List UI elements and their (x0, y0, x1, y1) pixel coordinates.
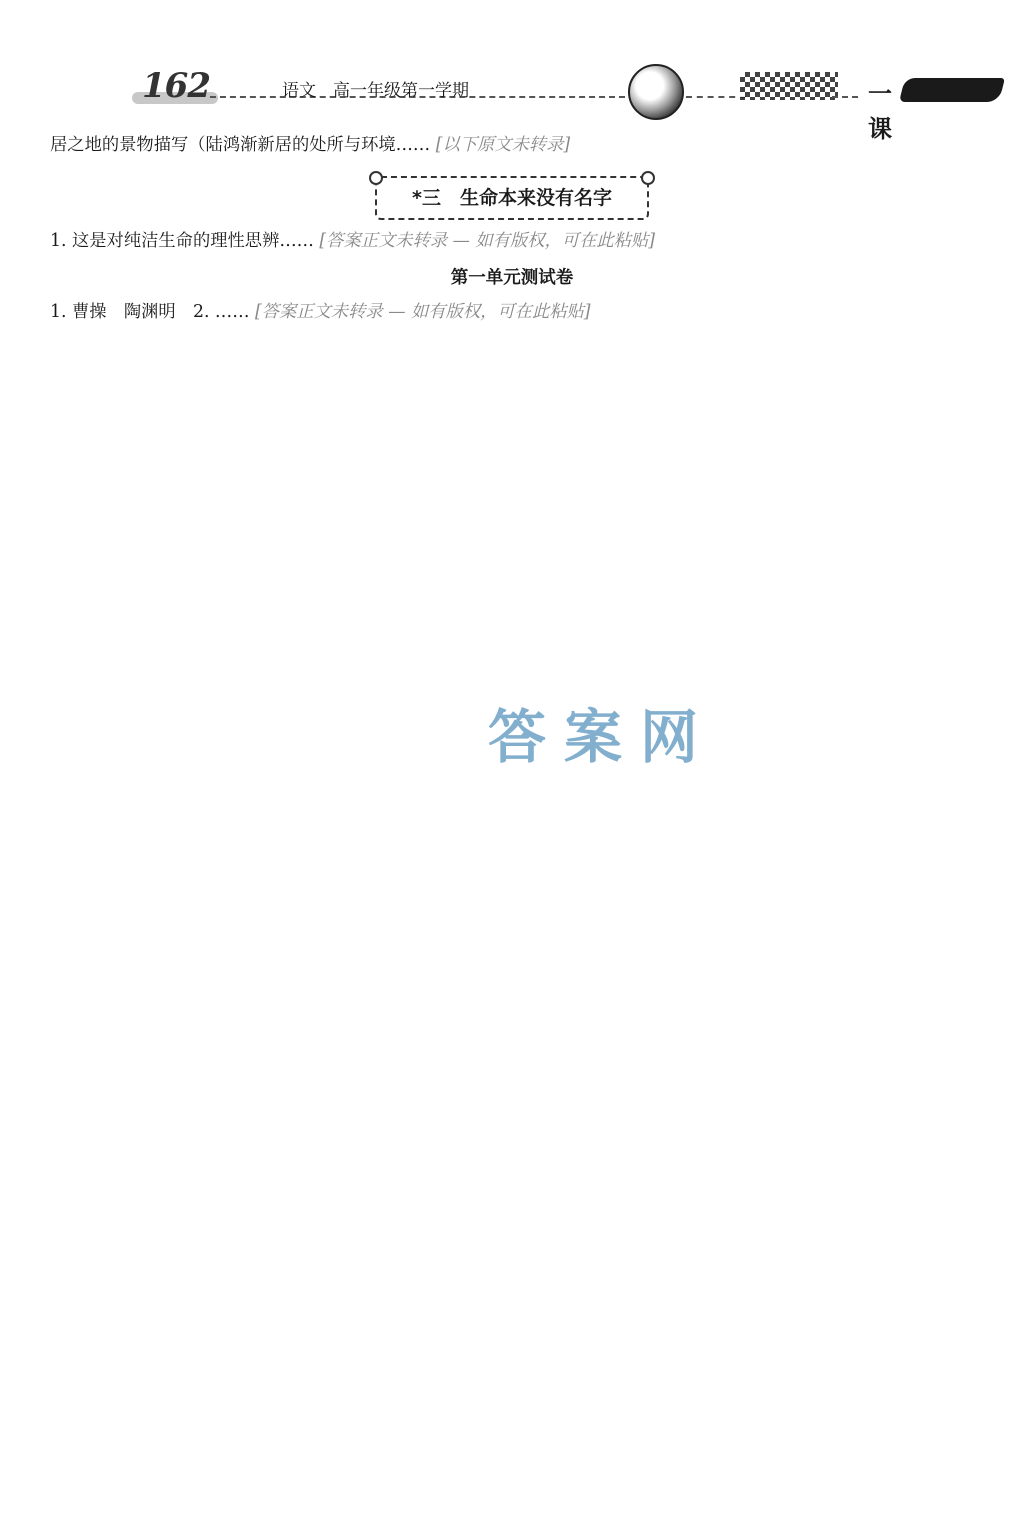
section-title-three: *三 生命本来没有名字 (375, 176, 649, 220)
section-three-answers (50, 226, 974, 258)
running-header (50, 0, 974, 143)
intro-excerpt: 居之地的景物描写（陆鸿渐新居的处所与环境…… (50, 135, 431, 155)
watermark-logo: 答案网 (488, 703, 717, 771)
disc-icon (628, 64, 684, 120)
subject-label: 语文 高一年级第一学期 (282, 81, 469, 101)
unit-test-excerpt: 1. 曹操 陶渊明 2. …… (50, 301, 250, 322)
unit-test-answers (50, 297, 974, 329)
brand-label: 一课 (868, 74, 1002, 144)
intro-paragraph (50, 130, 974, 162)
intro-rest: [以下原文未转录] (435, 135, 571, 155)
section-three-excerpt: 1. 这是对纯洁生命的理性思辨…… (50, 230, 314, 251)
header-divider (686, 96, 746, 98)
section-three-rest: [答案正文未转录 — 如有版权，可在此粘贴] (319, 230, 655, 251)
checker-pattern-icon (740, 72, 838, 100)
answer-content (50, 130, 974, 328)
header-divider (832, 96, 858, 98)
page-number: 162 (142, 66, 210, 106)
unit-test-title: 第一单元测试卷 (450, 268, 574, 289)
unit-test-rest: [答案正文未转录 — 如有版权，可在此粘贴] (255, 301, 591, 322)
